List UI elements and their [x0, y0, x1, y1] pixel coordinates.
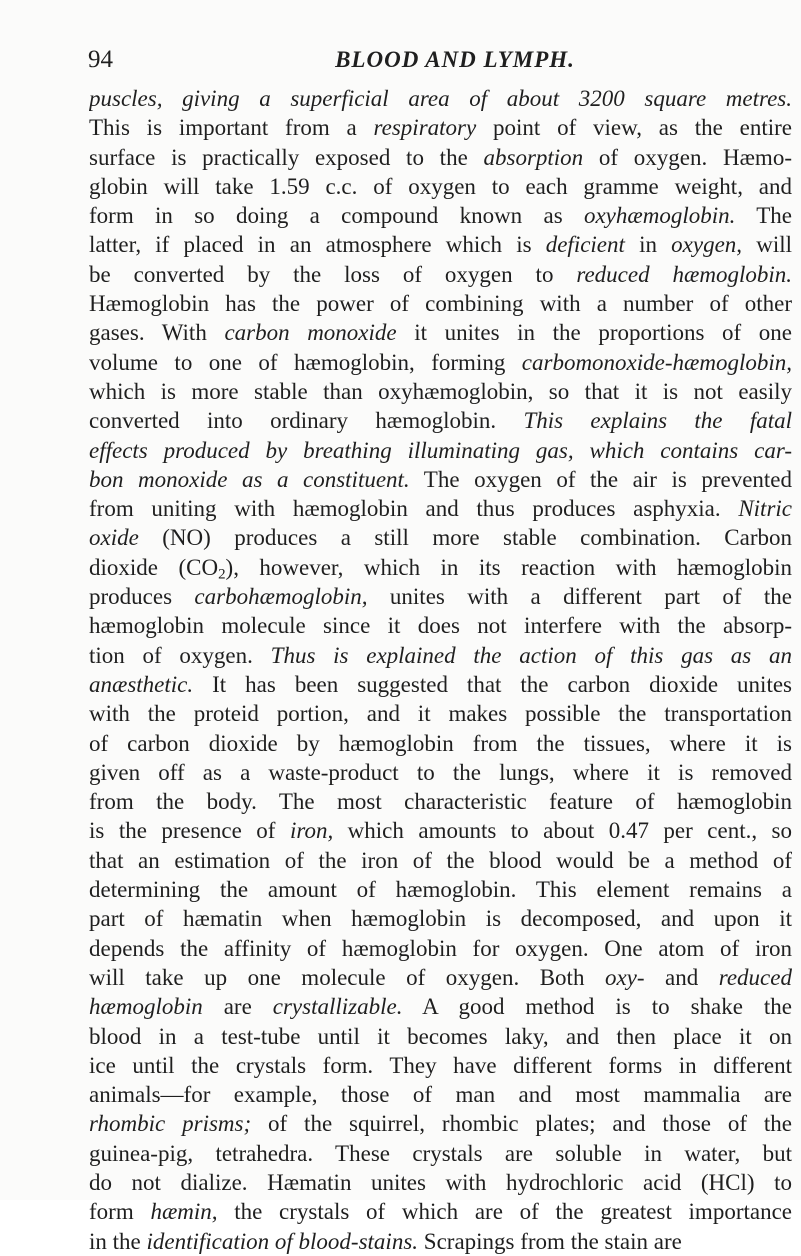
body-text [89, 84, 792, 1256]
text-segment: determining the amount of hæmoglobin. This element remains a [89, 877, 792, 903]
italic-text: oxy- [604, 964, 645, 990]
text-segment: animals—for example, those of man and most mammalia are [89, 1082, 792, 1108]
text-line [89, 1022, 792, 1051]
text-line [89, 406, 792, 435]
text-line [89, 758, 792, 787]
text-segment: are [202, 994, 273, 1020]
text-segment: of oxygen. Hæmo- [583, 144, 792, 170]
italic-text: anæsthetic. [89, 671, 194, 697]
text-line [89, 699, 792, 728]
text-segment: the crystals of which are of the greatest importance [217, 1199, 792, 1225]
text-segment: of the squirrel, rhombic plates; and those of the [251, 1111, 792, 1137]
text-segment: Hæmoglobin has the power of combining with a number of other [89, 291, 792, 317]
text-line [89, 1168, 792, 1197]
italic-text: respiratory [373, 115, 477, 141]
text-segment: blood in a test-tube until it becomes laky, and then place it on [89, 1023, 792, 1049]
text-segment: volume to one of hæmoglobin, forming [89, 349, 522, 375]
italic-text: reduced [718, 964, 792, 990]
text-line [89, 1197, 792, 1226]
italic-text: hæmin, [150, 1199, 218, 1225]
text-segment: in the [89, 1228, 147, 1254]
text-segment: globin will take 1.59 c.c. of oxygen to each gramme weight, and [89, 173, 792, 199]
text-segment: from the body. The most characteristic feature of hæmoglobin [89, 789, 792, 815]
text-line [89, 377, 792, 406]
text-segment: part of hæmatin when hæmoglobin is decomposed, and upon it [89, 906, 792, 932]
text-segment: converted into ordinary hæmoglobin. [89, 408, 524, 434]
italic-text: oxide [89, 525, 139, 551]
text-segment: will [742, 232, 792, 258]
italic-text: absorption [483, 144, 584, 170]
text-segment: gases. With [89, 320, 225, 346]
text-segment: (NO) produces a still more stable combination. Carbon [138, 525, 792, 551]
text-segment: will take up one molecule of oxygen. Both [89, 964, 605, 990]
text-segment: It has been suggested that the carbon dioxide unites [193, 671, 792, 697]
text-segment: point of view, as the entire [476, 115, 792, 141]
text-line [89, 172, 792, 201]
text-segment: and [644, 964, 719, 990]
italic-text: reduced hæmoglobin. [576, 261, 792, 287]
italic-text: carbomonoxide-hæmoglobin, [521, 349, 792, 375]
text-line [89, 904, 792, 933]
text-line [89, 582, 792, 611]
text-segment: form [89, 1199, 151, 1225]
text-line [89, 963, 792, 992]
text-line [89, 201, 792, 230]
text-line [89, 1051, 792, 1080]
text-line [89, 84, 792, 113]
text-segment: form in so doing a compound known as [89, 203, 584, 229]
text-line [89, 436, 792, 465]
text-line [89, 846, 792, 875]
text-segment: This is important from a [89, 115, 374, 141]
text-segment: The [735, 203, 792, 229]
text-segment: guinea-pig, tetrahedra. These crystals are soluble in water, but [89, 1140, 792, 1166]
text-line [89, 230, 792, 259]
italic-text: identification of blood-stains. [146, 1228, 419, 1254]
text-segment: from uniting with hæmoglobin and thus produces asphyxia. [89, 496, 739, 522]
italic-text: oxyhæmoglobin. [583, 203, 736, 229]
text-line [89, 113, 792, 142]
text-segment: in [624, 232, 672, 258]
text-segment: which is more stable than oxyhæmoglobin, so that it is not easily [89, 378, 792, 404]
text-segment: tion of oxygen. [89, 642, 271, 668]
text-line [89, 553, 792, 582]
italic-text: iron, [289, 818, 334, 844]
italic-text: Nitric [738, 496, 792, 522]
italic-text: effects produced by breathing illuminating gas, which contains car- [89, 437, 792, 463]
subscript: 2 [218, 566, 226, 583]
text-segment: given off as a waste-product to the lungs, where it is removed [89, 759, 792, 785]
text-line [89, 1080, 792, 1109]
text-line [89, 348, 792, 377]
text-line [89, 611, 792, 640]
italic-text: This explains the fatal [523, 408, 792, 434]
italic-text: rhombic prisms; [89, 1111, 252, 1137]
italic-text: deficient [545, 232, 625, 258]
text-segment: it unites in the proportions of one [396, 320, 792, 346]
text-line [89, 729, 792, 758]
text-segment: produces [89, 584, 195, 610]
text-segment: latter, if placed in an atmosphere which is [89, 232, 546, 258]
text-segment: do not dialize. Hæmatin unites with hydrochloric acid (HCl) to [89, 1169, 792, 1195]
text-line [89, 875, 792, 904]
italic-text: puscles, giving a superficial area of about 3200 square metres. [89, 86, 792, 111]
text-line [89, 1109, 792, 1138]
text-segment: which amounts to about 0.47 per cent., so [333, 818, 792, 844]
text-line [89, 143, 792, 172]
text-segment: of carbon dioxide by hæmoglobin from the tissues, where it is [89, 730, 792, 756]
page-number: 94 [88, 46, 113, 73]
text-line [89, 1139, 792, 1168]
text-line [89, 641, 792, 670]
text-line [89, 465, 792, 494]
text-segment: Scrapings from the stain are [418, 1228, 682, 1254]
italic-text: hæmoglobin [89, 994, 203, 1020]
text-line [89, 523, 792, 552]
text-segment: surface is practically exposed to the [89, 144, 484, 170]
text-line [89, 787, 792, 816]
text-line [89, 992, 792, 1021]
running-title: BLOOD AND LYMPH. [335, 47, 575, 72]
text-segment: with the proteid portion, and it makes possible the transportation [89, 701, 792, 727]
text-segment: dioxide (CO [89, 554, 219, 580]
italic-text: carbohæmoglobin, [194, 584, 368, 610]
italic-text: crystallizable. [272, 994, 403, 1020]
text-segment: is the presence of [89, 818, 290, 844]
text-line [89, 1227, 792, 1256]
text-line [89, 289, 792, 318]
italic-text: Thus is explained the action of this gas as an [270, 642, 792, 668]
text-line [89, 260, 792, 289]
running-head [88, 44, 792, 76]
text-segment: hæmoglobin molecule since it does not interfere with the absorp- [89, 613, 792, 639]
text-line [89, 494, 792, 523]
text-segment: be converted by the loss of oxygen to [89, 261, 577, 287]
italic-text: oxygen, [671, 232, 743, 258]
text-segment: ice until the crystals form. They have different forms in different [89, 1052, 792, 1078]
text-segment: depends the affinity of hæmoglobin for oxygen. One atom of iron [89, 935, 792, 961]
text-segment: that an estimation of the iron of the blood would be a method of [89, 847, 792, 873]
text-line [89, 318, 792, 347]
italic-text: carbon monoxide [224, 320, 397, 346]
text-segment: The oxygen of the air is prevented [409, 466, 792, 492]
text-line [89, 670, 792, 699]
text-segment: ), however, which in its reaction with hæmoglobin [225, 554, 792, 580]
text-segment: A good method is to shake the [402, 994, 792, 1020]
text-line [89, 934, 792, 963]
text-segment: unites with a different part of the [367, 584, 792, 610]
italic-text: bon monoxide as a constituent. [89, 466, 410, 492]
text-line [89, 816, 792, 845]
